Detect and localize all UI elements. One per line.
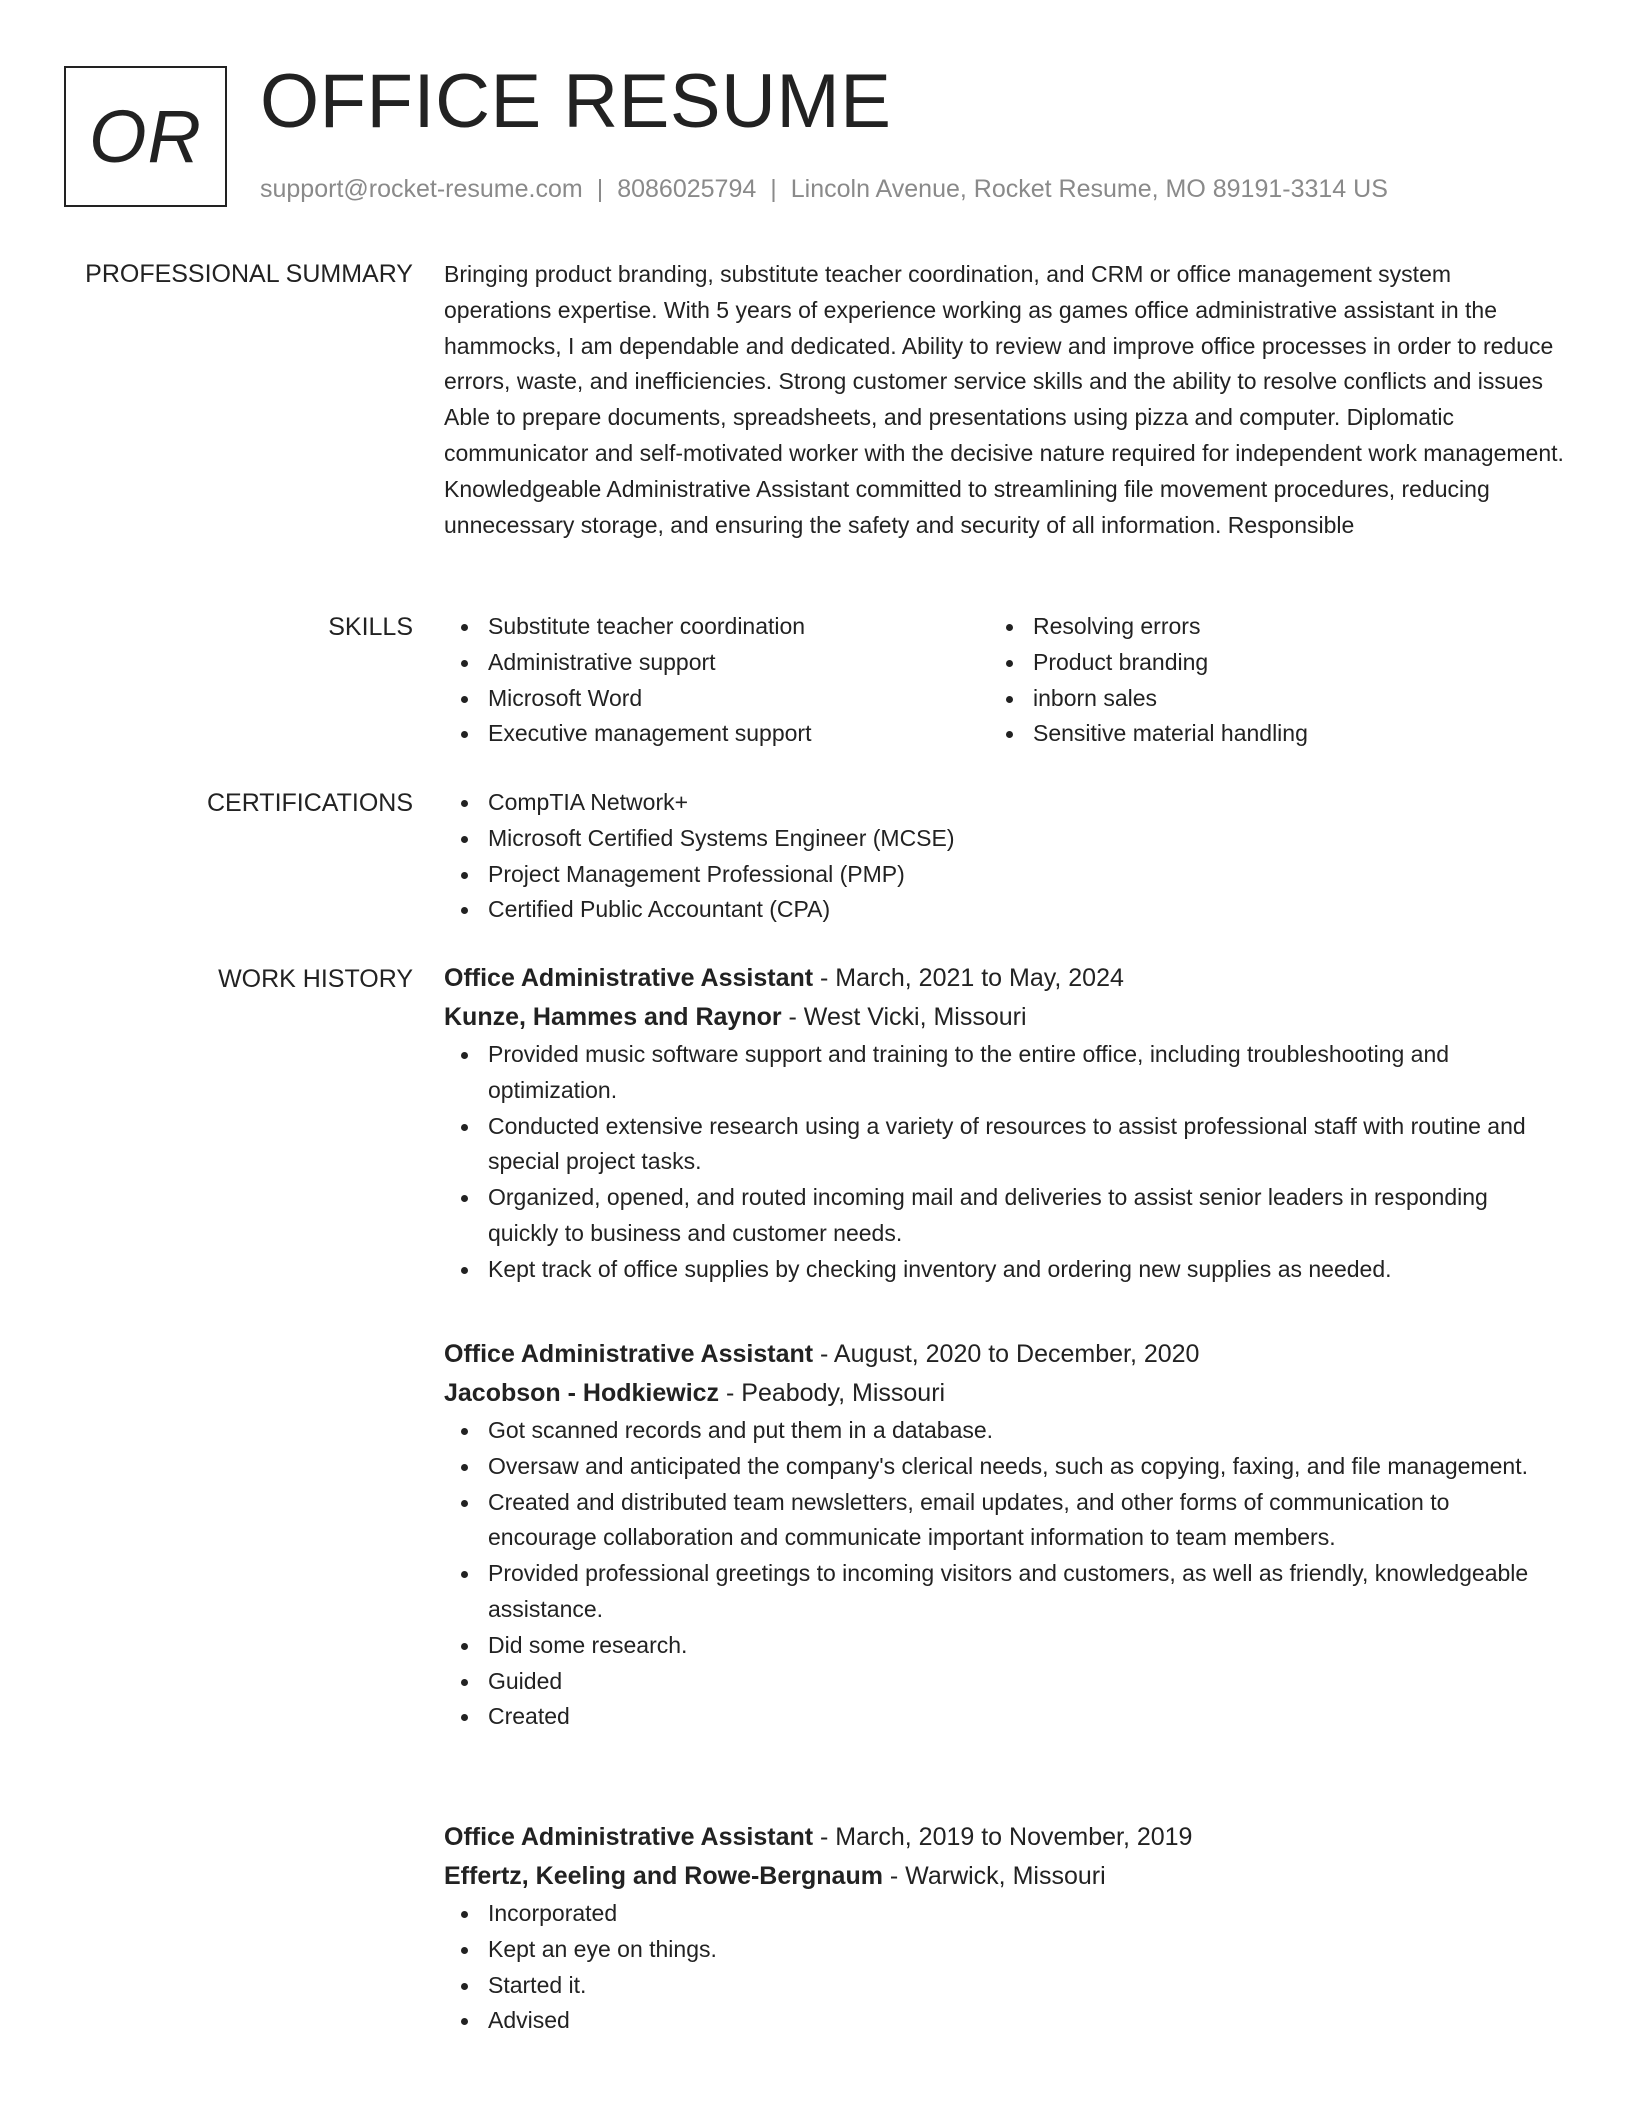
summary-body [444, 257, 1564, 543]
list-item: Oversaw and anticipated the company's clerical needs, such as copying, faxing, and file management. [444, 1449, 1564, 1485]
list-item: Incorporated [444, 1896, 1564, 1932]
list-item: Created [444, 1699, 1564, 1735]
resume-name: OFFICE RESUME [260, 59, 892, 144]
section-heading-work-history: WORK HISTORY [218, 965, 413, 993]
skills-list-right [989, 609, 1534, 752]
certifications-body [444, 785, 1564, 928]
skills-body [444, 609, 1564, 752]
job-entry [444, 1335, 1564, 1735]
section-heading-summary: PROFESSIONAL SUMMARY [85, 260, 413, 288]
list-item: Product branding [989, 645, 1534, 681]
monogram-initials: OR [89, 94, 202, 178]
job-entry [444, 959, 1564, 1288]
summary-text: Bringing product branding, substitute teacher coordination, and CRM or office management system operations expertise. With 5 years of experience working as games office administrative assistant in the hammocks, I am dependable and dedicated. Ability to review and improve office processes in order to reduce errors, waste, and inefficiencies. Strong customer service skills and the ability to resolve conflicts and issues Able to prepare documents, spreadsheets, and presentations using pizza and computer. Diplomatic communicator and self-motivated worker with the decisive nature required for independent work management. Knowledgeable Administrative Assistant committed to streamlining file movement procedures, reducing unnecessary storage, and ensuring the safety and security of all information. Responsible [444, 261, 1564, 538]
list-item: Microsoft Word [444, 681, 989, 717]
job-dates: - August, 2020 to December, 2020 [813, 1340, 1200, 1368]
contact-line [260, 172, 1388, 206]
section-heading-skills: SKILLS [328, 613, 413, 641]
job-title-line [444, 959, 1564, 998]
list-item: Conducted extensive research using a variety of resources to assist professional staff with routine and special project tasks. [444, 1109, 1564, 1181]
job-title-line [444, 1335, 1564, 1374]
job-company: Kunze, Hammes and Raynor [444, 1003, 782, 1031]
job-dates: - March, 2019 to November, 2019 [813, 1823, 1193, 1851]
contact-separator: | [770, 175, 777, 203]
certifications-list [444, 785, 1564, 928]
job-bullet-list [444, 1413, 1564, 1735]
list-item: Advised [444, 2003, 1564, 2039]
list-item: inborn sales [989, 681, 1534, 717]
job-dates: - March, 2021 to May, 2024 [813, 964, 1124, 992]
list-item: Got scanned records and put them in a database. [444, 1413, 1564, 1449]
list-item: Kept track of office supplies by checking inventory and ordering new supplies as needed. [444, 1252, 1564, 1288]
contact-phone: 8086025794 [617, 175, 757, 203]
job-entry [444, 1818, 1564, 2039]
list-item: Did some research. [444, 1628, 1564, 1664]
contact-separator: | [596, 175, 604, 203]
list-item: Guided [444, 1664, 1564, 1700]
job-company-line [444, 1857, 1564, 1896]
job-location: - Peabody, Missouri [719, 1379, 946, 1407]
skills-list-left [444, 609, 989, 752]
list-item: Kept an eye on things. [444, 1932, 1564, 1968]
list-item: Administrative support [444, 645, 989, 681]
job-company: Effertz, Keeling and Rowe-Bergnaum [444, 1862, 883, 1890]
job-bullet-list [444, 1037, 1564, 1288]
job-company: Jacobson - Hodkiewicz [444, 1379, 720, 1407]
job-title: Office Administrative Assistant [444, 1823, 814, 1851]
job-bullet-list [444, 1896, 1564, 2039]
skills-grid [444, 609, 1564, 752]
list-item: Substitute teacher coordination [444, 609, 989, 645]
monogram-box [64, 66, 227, 207]
list-item: Resolving errors [989, 609, 1534, 645]
contact-address: Lincoln Avenue, Rocket Resume, MO 89191-3314 US [790, 175, 1388, 203]
list-item: Created and distributed team newsletters, email updates, and other forms of communication to encourage collaboration and communicate important information to team members. [444, 1485, 1564, 1557]
list-item: Provided music software support and training to the entire office, including troubleshooting and optimization. [444, 1037, 1564, 1109]
job-title: Office Administrative Assistant [444, 964, 814, 992]
list-item: Project Management Professional (PMP) [444, 857, 1564, 893]
list-item: Microsoft Certified Systems Engineer (MCSE) [444, 821, 1564, 857]
job-title-line [444, 1818, 1564, 1857]
list-item: Organized, opened, and routed incoming mail and deliveries to assist senior leaders in responding quickly to business and customer needs. [444, 1180, 1564, 1252]
list-item: Executive management support [444, 716, 989, 752]
job-title: Office Administrative Assistant [444, 1340, 814, 1368]
list-item: Provided professional greetings to incoming visitors and customers, as well as friendly, knowledgeable assistance. [444, 1556, 1564, 1628]
list-item: Started it. [444, 1968, 1564, 2004]
job-company-line [444, 1374, 1564, 1413]
job-location: - Warwick, Missouri [882, 1862, 1106, 1890]
list-item: CompTIA Network+ [444, 785, 1564, 821]
job-location: - West Vicki, Missouri [781, 1003, 1027, 1031]
job-company-line [444, 998, 1564, 1037]
section-heading-certifications: CERTIFICATIONS [206, 789, 413, 817]
list-item: Certified Public Accountant (CPA) [444, 892, 1564, 928]
list-item: Sensitive material handling [989, 716, 1534, 752]
contact-email: support@rocket-resume.com [260, 175, 583, 203]
